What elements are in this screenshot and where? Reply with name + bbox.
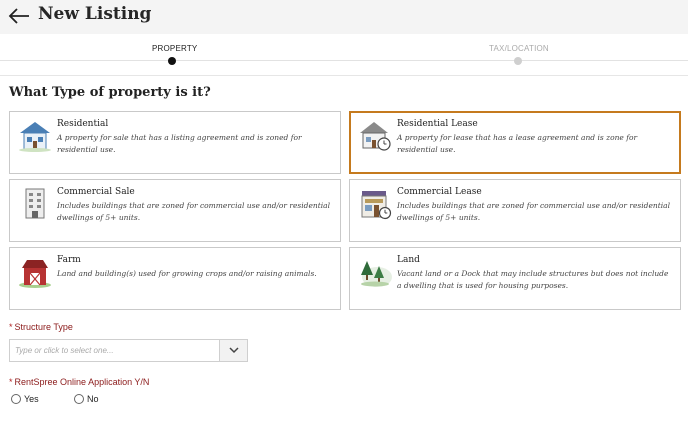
step-property-label: PROPERTY	[152, 44, 198, 53]
storefront-clock-icon	[357, 185, 393, 221]
house-icon	[17, 117, 53, 153]
card-description: Vacant land or a Dock that may include structures but does not include a dwelling that is used for housing purposes.	[397, 269, 669, 290]
property-type-card-commercial-lease[interactable]	[349, 179, 681, 242]
card-title: Commercial Lease	[397, 187, 482, 197]
property-type-card-residential-lease[interactable]	[349, 111, 681, 174]
card-description: Includes buildings that are zoned for commercial use and/or residential dwellings of 5+ units.	[397, 201, 671, 222]
step-tax-location-dot[interactable]	[514, 57, 522, 65]
required-marker: *	[9, 322, 13, 332]
property-type-card-residential[interactable]	[9, 111, 341, 174]
card-description: A property for lease that has a lease agreement and is zone for residential use.	[397, 133, 638, 154]
radio-label-no: No	[87, 394, 99, 404]
radio-label-yes: Yes	[24, 394, 39, 404]
property-type-question: What Type of property is it?	[9, 85, 211, 100]
radio-circle[interactable]	[11, 394, 21, 404]
step-tax-location-label: TAX/LOCATION	[489, 44, 549, 53]
card-title: Residential	[57, 119, 109, 129]
radio-circle[interactable]	[74, 394, 84, 404]
page-title: New Listing	[38, 4, 152, 24]
dropdown-toggle[interactable]	[219, 340, 247, 361]
office-building-icon	[17, 185, 53, 221]
house-clock-icon	[357, 117, 393, 153]
progress-stepper	[0, 34, 688, 76]
card-title: Farm	[57, 255, 81, 265]
card-description: A property for sale that has a listing agreement and is zoned for residential use.	[57, 133, 302, 154]
property-type-card-farm[interactable]	[9, 247, 341, 310]
barn-icon	[17, 253, 53, 289]
back-arrow-icon[interactable]	[8, 5, 30, 27]
card-title: Residential Lease	[397, 119, 478, 129]
pine-trees-icon	[357, 253, 393, 289]
page-header	[0, 0, 688, 34]
structure-type-label	[9, 322, 73, 332]
card-description: Land and building(s) used for growing crops and/or raising animals.	[57, 269, 317, 278]
card-description: Includes buildings that are zoned for commercial use and/or residential dwellings of 5+ units.	[57, 201, 331, 222]
property-type-card-land[interactable]	[349, 247, 681, 310]
rentspree-label-text: RentSpree Online Application Y/N	[14, 377, 150, 387]
card-title: Commercial Sale	[57, 187, 135, 197]
property-type-card-commercial-sale[interactable]	[9, 179, 341, 242]
step-property-dot[interactable]	[168, 57, 176, 65]
structure-type-label-text: Structure Type	[14, 322, 73, 332]
structure-type-placeholder: Type or click to select one...	[15, 346, 114, 355]
rentspree-label	[9, 377, 149, 387]
required-marker: *	[9, 377, 13, 387]
chevron-down-icon	[229, 346, 239, 354]
stepper-line	[0, 60, 172, 61]
card-title: Land	[397, 255, 420, 265]
structure-type-select[interactable]	[9, 339, 248, 362]
stepper-line	[176, 60, 688, 61]
